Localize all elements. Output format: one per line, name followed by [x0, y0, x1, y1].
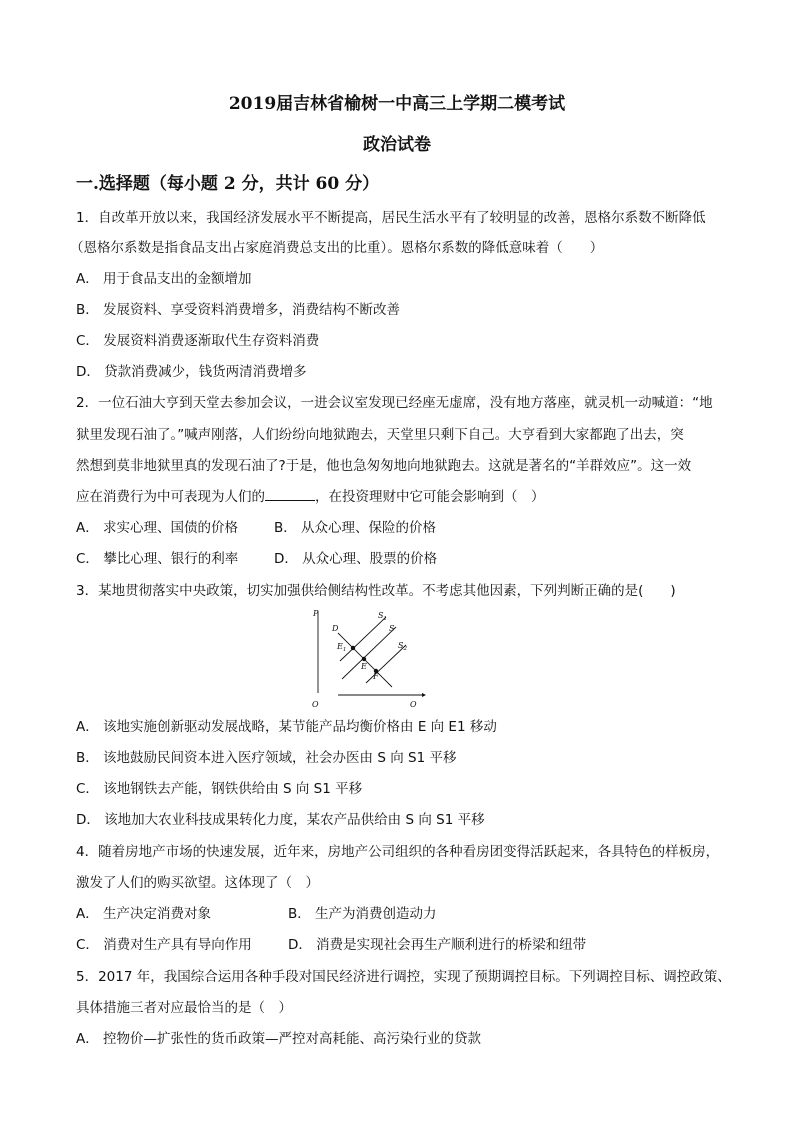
label-p: P — [313, 609, 319, 618]
supply-demand-figure — [306, 607, 426, 709]
label-q: O — [410, 700, 417, 709]
q2-option-b: B． 从众心理、保险的价格 — [274, 520, 437, 536]
q4-stem-line2: 激发了人们的购买欲望。这体现了（ ） — [76, 875, 319, 891]
label-f: F — [373, 672, 379, 681]
q4-option-d: D． 消费是实现社会再生产顺利进行的桥梁和纽带 — [288, 937, 587, 953]
answer-blank — [265, 488, 315, 501]
q1-option-b: B． 发展资料、享受资料消费增多，消费结构不断改善 — [76, 302, 401, 318]
q4-option-a: A． 生产决定消费对象 — [76, 906, 212, 922]
label-s2-main: S — [398, 641, 404, 650]
point-e — [362, 657, 366, 661]
q4-option-b: B． 生产为消费创造动力 — [288, 906, 437, 922]
q2-stem-line4-a: 应在消费行为中可表现为人们的 — [76, 489, 265, 505]
q2-stem-line4-b: ，在投资理财中它可能会影响到（ ） — [315, 489, 545, 505]
label-d: D — [332, 624, 339, 633]
q2-option-a: A． 求实心理、国债的价格 — [76, 520, 239, 536]
q2-stem-line1: 2．一位石油大亨到天堂去参加会议，一进会议室发现已经座无虚席，没有地方落座，就灵机一动喊道：“地 — [76, 395, 713, 411]
q2-stem-line3: 然想到莫非地狱里真的发现石油了?于是，他也急匆匆地向地狱跑去。这就是著名的“羊群效应”。这一效 — [76, 458, 692, 474]
q1-option-a: A． 用于食品支出的金额增加 — [76, 271, 252, 287]
section-heading: 一.选择题（每小题 2 分，共计 60 分） — [76, 174, 380, 194]
point-e1 — [351, 646, 355, 650]
q3-option-b: B． 该地鼓励民间资本进入医疗领域，社会办医由 S 向 S1 平移 — [76, 750, 457, 766]
q5-option-a: A． 控物价—扩张性的货币政策—严控对高耗能、高污染行业的贷款 — [76, 1031, 482, 1047]
label-s1-main: S — [378, 611, 384, 620]
q3-stem: 3．某地贯彻落实中央政策，切实加强供给侧结构性改革。不考虑其他因素，下列判断正确的是( ) — [76, 583, 676, 599]
label-s2-sub: 2 — [403, 646, 407, 652]
label-s: S — [389, 624, 395, 633]
q1-option-d: D． 贷款消费减少，钱货两清消费增多 — [76, 364, 307, 380]
label-e1-main: E — [337, 642, 343, 651]
label-e: E — [361, 662, 367, 671]
exam-title: 2019届吉林省榆树一中高三上学期二模考试 — [228, 94, 566, 114]
q4-stem-line1: 4．随着房地产市场的快速发展，近年来，房地产公司组织的各种看房团变得活跃起来，各具特色的样板房， — [76, 844, 720, 860]
q3-option-d: D． 该地加大农业科技成果转化力度，某农产品供给由 S 向 S1 平移 — [76, 812, 485, 828]
q1-stem-line2: （恩格尔系数是指食品支出占家庭消费总支出的比重）。恩格尔系数的降低意味着（ ） — [70, 240, 604, 256]
q2-option-d: D． 从众心理、股票的价格 — [274, 551, 438, 567]
q2-stem-line2: 狱里发现石油了。”喊声刚落，人们纷纷向地狱跑去，天堂里只剩下自己。大亨看到大家都跑了出去，突 — [76, 427, 684, 443]
q1-option-c: C． 发展资料消费逐渐取代生存资料消费 — [76, 333, 320, 349]
q3-option-c: C． 该地钢铁去产能，钢铁供给由 S 向 S1 平移 — [76, 781, 363, 797]
q2-stem-line4 — [76, 488, 545, 506]
q5-stem-line2: 具体措施三者对应最恰当的是（ ） — [76, 1000, 292, 1016]
x-axis-arrow — [422, 693, 426, 697]
q4-option-c: C． 消费对生产具有导向作用 — [76, 937, 252, 953]
supply-curve-s — [342, 627, 396, 679]
label-s2 — [398, 641, 407, 652]
q1-stem-line1: 1．自改革开放以来，我国经济发展水平不断提高，居民生活水平有了较明显的改善，恩格尔系数不断降低 — [76, 210, 706, 226]
label-e1-sub: 1 — [342, 647, 347, 653]
q3-option-a: A． 该地实施创新驱动发展战略，某节能产品均衡价格由 E 向 E1 移动 — [76, 719, 497, 735]
exam-subtitle: 政治试卷 — [363, 135, 431, 155]
q2-option-c: C． 攀比心理、银行的利率 — [76, 551, 239, 567]
label-s1-sub: 1 — [383, 616, 387, 622]
label-e1 — [336, 642, 346, 653]
supply-curve-s1 — [340, 617, 386, 661]
q5-stem-line1: 5．2017 年，我国综合运用各种手段对国民经济进行调控，实现了预期调控目标。下列调控目标、调控政策、 — [76, 969, 731, 985]
label-origin: O — [312, 700, 319, 709]
